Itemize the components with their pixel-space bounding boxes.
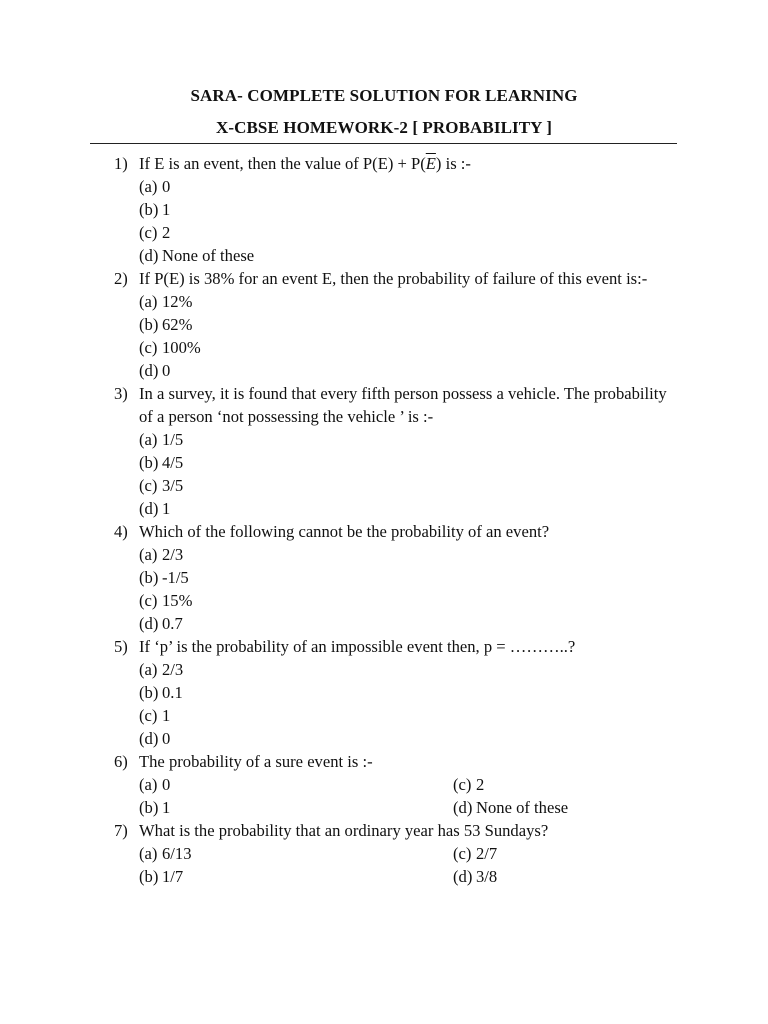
question-text: If P(E) is 38% for an event E, then the probability of failure of this event is:- [139,269,648,288]
option [453,842,693,865]
question-number: 5) [114,637,128,656]
option [139,796,453,819]
question-number: 7) [114,821,128,840]
option [453,773,693,796]
question-text: The probability of a sure event is :- [139,752,373,771]
option-label: (a) [139,775,158,794]
option-text: 0.7 [162,614,183,633]
question-text: What is the probability that an ordinary year has 53 Sundays? [139,821,549,840]
option-text: 100% [162,338,201,357]
option [139,566,768,589]
complement-e: $\overline{E}$ [425,154,436,173]
question-6 [0,750,768,819]
question-7 [0,819,768,888]
question-number: 3) [114,384,128,403]
option-label: (b) [139,453,159,472]
option-label: (b) [139,683,159,702]
question-4 [0,520,768,635]
option-label: (b) [139,798,159,817]
question-5 [0,635,768,750]
school-title: SARA- COMPLETE SOLUTION FOR LEARNING [190,86,578,105]
title-divider [90,143,677,144]
option-text: 3/5 [162,476,184,495]
option-label: (b) [139,568,159,587]
options-list [139,658,768,750]
options-grid [139,842,768,888]
option-text: 0 [162,775,171,794]
option [139,428,768,451]
option-text: 6/13 [162,844,192,863]
question-text-part: ) is :- [435,154,471,173]
option-label: (d) [453,798,473,817]
option-label: (c) [453,844,472,863]
option-label: (c) [139,476,158,495]
option-text: 12% [162,292,193,311]
option-label: (a) [139,660,158,679]
option [139,198,768,221]
question-text: In a survey, it is found that every fifth person possess a vehicle. The probability of a person ‘not possessing the vehicle ’ is :- [139,384,667,426]
option [139,727,768,750]
option-text: 0 [162,177,171,196]
question-text-part: If E is an event, then the value of P(E) + P( [139,154,426,173]
question-text [139,152,669,175]
option-text: 1 [162,706,171,725]
option [139,612,768,635]
option-label: (a) [139,292,158,311]
options-list [139,428,768,520]
option-label: (d) [139,246,159,265]
option-label: (d) [453,867,473,886]
option-text: 4/5 [162,453,184,472]
option [139,451,768,474]
question-3 [0,382,768,520]
homework-title: X-CBSE HOMEWORK-2 [ PROBABILITY ] [215,118,553,137]
options-grid [139,773,768,819]
option-text: 1/5 [162,430,184,449]
option-label: (d) [139,361,159,380]
option [139,658,768,681]
option-text: 0 [162,361,171,380]
option [139,865,453,888]
option [139,359,768,382]
option-label: (a) [139,545,158,564]
question-2 [0,267,768,382]
option-text: -1/5 [162,568,189,587]
option-text: 1 [162,798,171,817]
question-number: 2) [114,269,128,288]
option-text: 1 [162,200,171,219]
option [139,681,768,704]
option-text: 2/7 [476,844,498,863]
question-number: 1) [114,154,128,173]
option [139,290,768,313]
question-number: 4) [114,522,128,541]
option-label: (b) [139,200,159,219]
option-label: (d) [139,614,159,633]
option-text: None of these [476,798,569,817]
option-text: 2 [476,775,485,794]
option-text: 2/3 [162,545,184,564]
option-label: (d) [139,729,159,748]
option-text: 3/8 [476,867,498,886]
option [453,796,693,819]
option [139,313,768,336]
option-label: (c) [453,775,472,794]
option-text: 0 [162,729,171,748]
options-list [139,175,768,267]
option-text: None of these [162,246,255,265]
question-text: If ‘p’ is the probability of an impossible event then, p = ………..? [139,637,576,656]
option [139,773,453,796]
question-number: 6) [114,752,128,771]
option [139,842,453,865]
option-text: 1/7 [162,867,184,886]
option-label: (c) [139,706,158,725]
option [139,244,768,267]
option [139,704,768,727]
option-label: (b) [139,867,159,886]
option [139,543,768,566]
option-label: (a) [139,177,158,196]
question-list [0,152,768,888]
option-text: 15% [162,591,193,610]
option-text: 0.1 [162,683,183,702]
option-text: 62% [162,315,193,334]
option-label: (c) [139,223,158,242]
option-label: (d) [139,499,159,518]
option [139,221,768,244]
option [139,336,768,359]
option-label: (a) [139,844,158,863]
option [139,175,768,198]
option-text: 2/3 [162,660,184,679]
question-text: Which of the following cannot be the probability of an event? [139,522,550,541]
option-label: (c) [139,591,158,610]
option [139,474,768,497]
option-text: 1 [162,499,171,518]
options-list [139,543,768,635]
option [453,865,693,888]
question-1 [0,152,768,267]
option-label: (c) [139,338,158,357]
option [139,589,768,612]
option-text: 2 [162,223,171,242]
options-list [139,290,768,382]
option [139,497,768,520]
option-label: (b) [139,315,159,334]
option-label: (a) [139,430,158,449]
